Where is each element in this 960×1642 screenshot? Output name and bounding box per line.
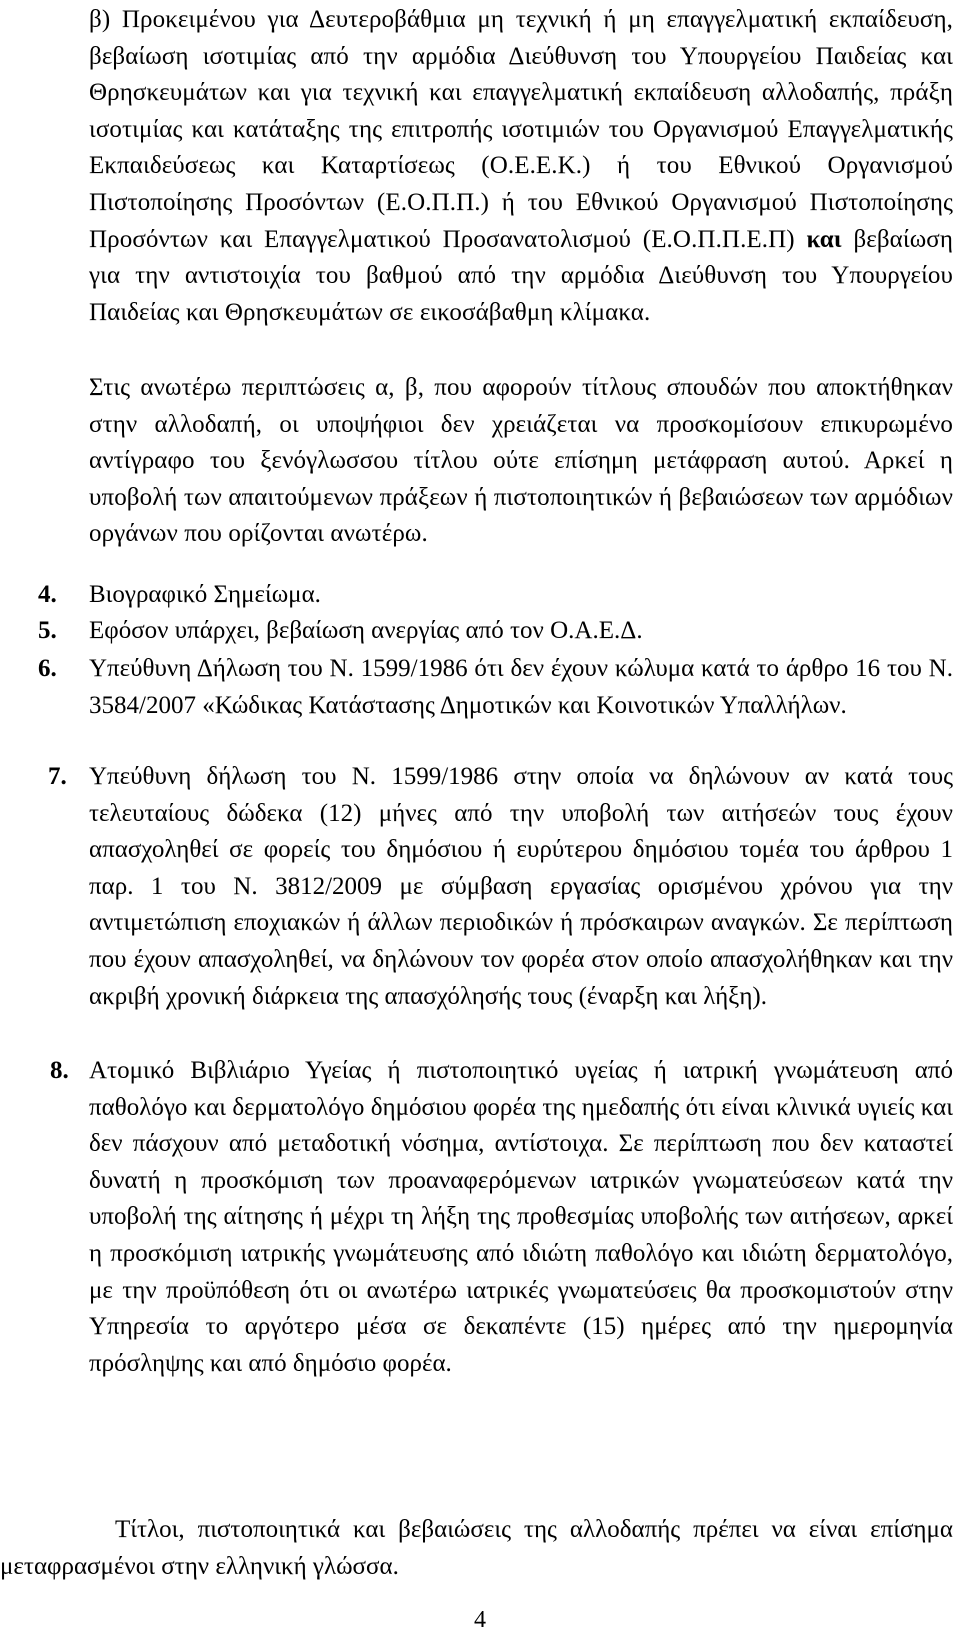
page-number: 4 <box>474 1607 486 1633</box>
list-item-text: Εφόσον υπάρχει, βεβαίωση ανεργίας από τον Ο.Α.Ε.Δ. <box>89 617 643 644</box>
list-item-number: 4. <box>38 581 57 608</box>
list-item-text: Υπεύθυνη Δήλωση του Ν. 1599/1986 ότι δεν έχουν κώλυμα κατά το άρθρο 16 του Ν. 3584/2007 «Κώδικας Κατάστασης Δημοτικών και Κοινοτικών Υπαλλήλων. <box>89 655 953 719</box>
section-b-text <box>89 2 953 331</box>
list-item-text: Ατομικό Βιβλιάριο Υγείας ή πιστοποιητικό υγείας ή ιατρική γνωμάτευση από παθολόγο και δερματολόγο δημόσιου φορέα της ημεδαπής ότι είναι κλινικά υγιείς και δεν πάσχουν από μεταδοτική νόσημα, αντίστοιχα. Σε περίπτωση που δεν καταστεί δυνατή η προσκόμιση των προαναφερόμενων ιατρικών γνωματεύσεων κατά την υποβολή της αίτησης ή μέχρι τη λήξη της προθεσμίας υποβολής των αιτήσεων, αρκεί η προσκόμιση ιατρικής γνωμάτευσης από ιδιώτη παθολόγο και ιδιώτη δερματολόγο, με την προϋπόθεση ότι οι ανωτέρω ιατρικές γνωματεύσεις θα προσκομιστούν στην Υπηρεσία το αργότερο μέσα σε δεκαπέντε (15) ημέρες από την ημερομηνία πρόσληψης και από δημόσιο φορέα. <box>89 1057 953 1377</box>
foreign-degrees-text: Στις ανωτέρω περιπτώσεις α, β, που αφορούν τίτλους σπουδών που αποκτήθηκαν στην αλλοδαπή, οι υποψήφιοι δεν χρειάζεται να προσκομίσουν επικυρωμένο αντίγραφο του ξενόγλωσσου τίτλου ούτε επίσημη μετάφραση αυτού. Αρκεί η υποβολή των απαιτούμενων πράξεων ή πιστοποιητικών ή βεβαιώσεων των αρμόδιων οργάνων που ορίζονται ανωτέρω. <box>89 374 953 548</box>
section-b-paragraph <box>89 2 953 331</box>
translation-note: Τίτλοι, πιστοποιητικά και βεβαιώσεις της αλλοδαπής πρέπει να είναι επίσημα μεταφρασμένοι στην ελληνική γλώσσα. <box>0 1516 953 1580</box>
list-item-number: 5. <box>38 617 57 644</box>
list-item-number: 7. <box>48 763 67 790</box>
list-item-number: 6. <box>38 655 57 682</box>
list-item-text: Υπεύθυνη δήλωση του Ν. 1599/1986 στην οποία να δηλώνουν αν κατά τους τελευταίους δώδεκα (12) μήνες από την υποβολή των αιτήσεών τους έχουν απασχοληθεί σε φορείς του δημόσιου ή ευρύτερου δημόσιου τομέα του άρθρου 1 παρ. 1 του Ν. 3812/2009 με σύμβαση εργασίας ορισμένου χρόνου για την αντιμετώπιση εποχιακών ή άλλων περιοδικών ή πρόσκαιρων αναγκών. Σε περίπτωση που έχουν απασχοληθεί, να δηλώνουν τον φορέα στον οποίο απασχολήθηκαν και την ακριβή χρονική διάρκεια της απασχόλησής τους (έναρξη και λήξη). <box>89 763 953 1010</box>
list-item-number: 8. <box>50 1057 69 1084</box>
foreign-degrees-paragraph <box>89 370 953 553</box>
section-b-part2: βεβαίωση για την αντιστοιχία του βαθμού από την αρμόδια Διεύθυνση του Υπουργείου Παιδείας και Θρησκευμάτων σε εικοσάβαθμη κλίμακα. <box>89 225 954 326</box>
list-item-text: Βιογραφικό Σημείωμα. <box>89 581 321 608</box>
section-b-bold-word: και <box>806 225 842 253</box>
section-b-part1: β) Προκειμένου για Δευτεροβάθμια μη τεχνική ή μη επαγγελματική εκπαίδευση, βεβαίωση ισοτιμίας από την αρμόδια Διεύθυνση του Υπουργείου Παιδείας και Θρησκευμάτων και για τεχνική και επαγγελματική εκπαίδευση αλλοδαπής, πράξη ισοτιμίας και κατάταξης της επιτροπής ισοτιμιών του Οργανισμού Επαγγελματικής Εκπαιδεύσεως και Καταρτίσεως (Ο.Ε.Ε.Κ.) ή του Εθνικού Οργανισμού Πιστοποίησης Προσόντων (Ε.Ο.Π.Π.) ή του Εθνικού Οργανισμού Πιστοποίησης Προσόντων και Επαγγελματικού Προσανατολισμού (Ε.Ο.Π.Π.Ε.Π) <box>89 6 953 253</box>
